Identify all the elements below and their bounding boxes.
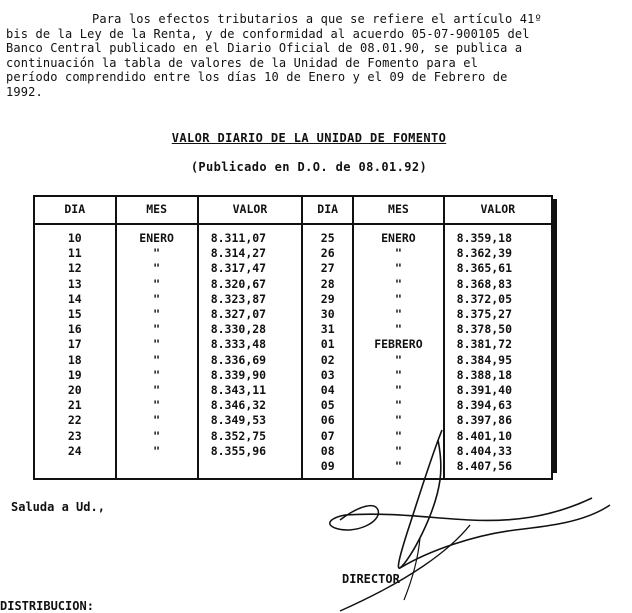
- intro-line: bis de la Ley de la Renta, y de conformidad al acuerdo 05-07-900105 del: [6, 26, 530, 41]
- month-cell: ": [116, 292, 198, 307]
- day-cell: 12: [34, 261, 116, 276]
- table-row: [34, 246, 552, 261]
- intro-line: continuación la tabla de valores de la Unidad de Fomento para el: [6, 55, 478, 70]
- value-cell: 8.407,56: [444, 459, 552, 479]
- table-subtitle: (Publicado en D.O. de 08.01.92): [190, 160, 428, 174]
- table-title: VALOR DIARIO DE LA UNIDAD DE FOMENTO: [171, 131, 447, 145]
- value-cell: 8.404,33: [444, 444, 552, 459]
- month-cell: ENERO: [353, 224, 443, 246]
- day-cell: 16: [34, 322, 116, 337]
- value-cell: 8.320,67: [198, 277, 302, 292]
- intro-line: 1992.: [6, 84, 43, 99]
- day-cell: 19: [34, 368, 116, 383]
- value-cell: 8.330,28: [198, 322, 302, 337]
- month-cell: ": [116, 429, 198, 444]
- header-dia: DIA: [302, 196, 353, 224]
- value-cell: 8.394,63: [444, 398, 552, 413]
- signoff: Saluda a Ud.,: [11, 500, 105, 514]
- table-row: [34, 261, 552, 276]
- value-cell: [198, 459, 302, 479]
- day-cell: 24: [34, 444, 116, 459]
- day-cell: 13: [34, 277, 116, 292]
- header-mes: MES: [116, 196, 198, 224]
- day-cell: 04: [302, 383, 353, 398]
- day-cell: 14: [34, 292, 116, 307]
- value-cell: 8.339,90: [198, 368, 302, 383]
- distribution-label: DISTRIBUCION:: [0, 599, 94, 613]
- day-cell: 08: [302, 444, 353, 459]
- value-cell: 8.362,39: [444, 246, 552, 261]
- day-cell: 29: [302, 292, 353, 307]
- month-cell: ": [353, 429, 443, 444]
- month-cell: FEBRERO: [353, 337, 443, 352]
- month-cell: ": [116, 277, 198, 292]
- table-row: [34, 368, 552, 383]
- day-cell: 28: [302, 277, 353, 292]
- value-cell: 8.333,48: [198, 337, 302, 352]
- month-cell: ": [116, 353, 198, 368]
- header-valor: VALOR: [198, 196, 302, 224]
- month-cell: ": [353, 292, 443, 307]
- day-cell: [34, 459, 116, 479]
- value-cell: 8.372,05: [444, 292, 552, 307]
- table-row: [34, 353, 552, 368]
- day-cell: 21: [34, 398, 116, 413]
- value-cell: 8.397,86: [444, 413, 552, 428]
- month-cell: ": [353, 322, 443, 337]
- value-cell: 8.381,72: [444, 337, 552, 352]
- value-cell: 8.384,95: [444, 353, 552, 368]
- value-cell: 8.346,32: [198, 398, 302, 413]
- value-cell: 8.343,11: [198, 383, 302, 398]
- value-cell: 8.336,69: [198, 353, 302, 368]
- month-cell: ": [353, 383, 443, 398]
- month-cell: ": [353, 246, 443, 261]
- month-cell: ": [353, 261, 443, 276]
- table-row: [34, 383, 552, 398]
- table-row: [34, 337, 552, 352]
- month-cell: ": [116, 413, 198, 428]
- table-row: [34, 307, 552, 322]
- day-cell: 20: [34, 383, 116, 398]
- intro-line: Banco Central publicado en el Diario Oficial de 08.01.90, se publica a: [6, 41, 523, 56]
- value-cell: 8.368,83: [444, 277, 552, 292]
- value-cell: 8.311,07: [198, 224, 302, 246]
- month-cell: ": [353, 413, 443, 428]
- header-dia: DIA: [34, 196, 116, 224]
- day-cell: 22: [34, 413, 116, 428]
- value-cell: 8.323,87: [198, 292, 302, 307]
- intro-line: período comprendido entre los días 10 de Enero y el 09 de Febrero de: [6, 70, 508, 85]
- month-cell: ": [353, 353, 443, 368]
- day-cell: 17: [34, 337, 116, 352]
- value-cell: 8.314,27: [198, 246, 302, 261]
- month-cell: ": [116, 246, 198, 261]
- table-row: [34, 292, 552, 307]
- value-cell: 8.388,18: [444, 368, 552, 383]
- month-cell: ": [353, 277, 443, 292]
- month-cell: ": [116, 337, 198, 352]
- month-cell: ": [116, 444, 198, 459]
- day-cell: 05: [302, 398, 353, 413]
- table-row: [34, 224, 552, 246]
- table-header-row: [34, 196, 552, 224]
- value-cell: 8.375,27: [444, 307, 552, 322]
- day-cell: 01: [302, 337, 353, 352]
- table-row: [34, 322, 552, 337]
- day-cell: 10: [34, 224, 116, 246]
- value-cell: 8.359,18: [444, 224, 552, 246]
- value-cell: 8.391,40: [444, 383, 552, 398]
- month-cell: ": [353, 444, 443, 459]
- day-cell: 11: [34, 246, 116, 261]
- day-cell: 09: [302, 459, 353, 479]
- day-cell: 25: [302, 224, 353, 246]
- month-cell: ": [116, 322, 198, 337]
- month-cell: ": [353, 459, 443, 479]
- value-cell: 8.365,61: [444, 261, 552, 276]
- header-mes: MES: [353, 196, 443, 224]
- intro-line: Para los efectos tributarios a que se refiere el artículo 41º: [92, 12, 542, 26]
- month-cell: ": [353, 398, 443, 413]
- month-cell: ": [116, 383, 198, 398]
- month-cell: ENERO: [116, 224, 198, 246]
- month-cell: ": [116, 307, 198, 322]
- value-cell: 8.355,96: [198, 444, 302, 459]
- value-cell: 8.401,10: [444, 429, 552, 444]
- value-cell: 8.317,47: [198, 261, 302, 276]
- day-cell: 18: [34, 353, 116, 368]
- day-cell: 31: [302, 322, 353, 337]
- month-cell: ": [353, 307, 443, 322]
- day-cell: 23: [34, 429, 116, 444]
- month-cell: ": [353, 368, 443, 383]
- day-cell: 26: [302, 246, 353, 261]
- value-cell: 8.349,53: [198, 413, 302, 428]
- value-cell: 8.352,75: [198, 429, 302, 444]
- day-cell: 15: [34, 307, 116, 322]
- table-row: [34, 277, 552, 292]
- month-cell: [116, 459, 198, 479]
- day-cell: 02: [302, 353, 353, 368]
- intro-paragraph: [6, 12, 624, 100]
- month-cell: ": [116, 368, 198, 383]
- day-cell: 06: [302, 413, 353, 428]
- day-cell: 07: [302, 429, 353, 444]
- header-valor: VALOR: [444, 196, 552, 224]
- value-cell: 8.327,07: [198, 307, 302, 322]
- month-cell: ": [116, 398, 198, 413]
- month-cell: ": [116, 261, 198, 276]
- value-cell: 8.378,50: [444, 322, 552, 337]
- day-cell: 03: [302, 368, 353, 383]
- day-cell: 27: [302, 261, 353, 276]
- signer-title: DIRECTOR: [342, 572, 400, 586]
- day-cell: 30: [302, 307, 353, 322]
